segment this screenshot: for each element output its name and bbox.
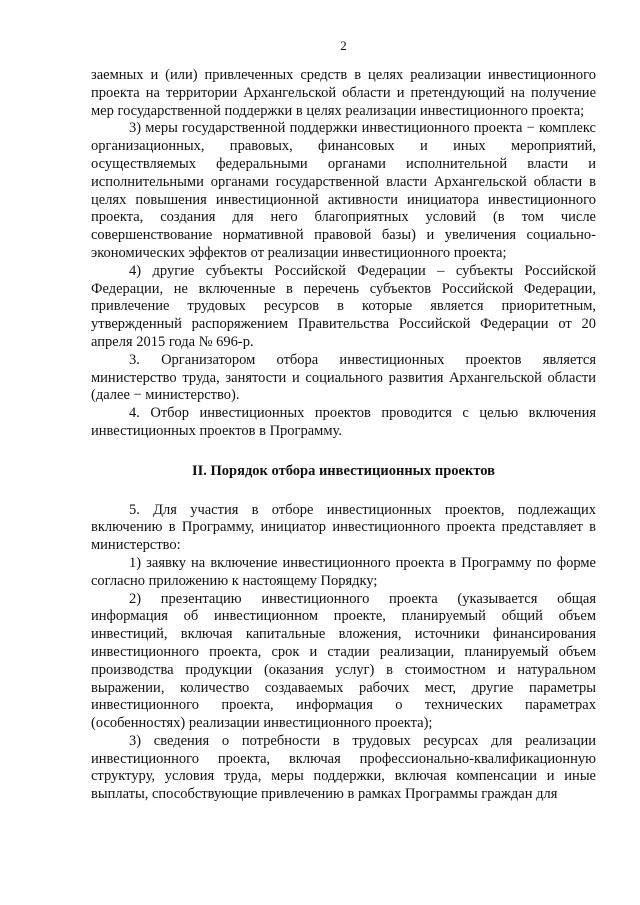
- section-heading: II. Порядок отбора инвестиционных проектов: [191, 462, 495, 479]
- paragraph: 2) презентацию инвестиционного проекта (указывается общая информация об инвестиционном проекте, планируемый общий объем инвестиций, включая капитальные вложения, источники финансирования инвестиционного проекта, срок и стадии реализации, планируемый объем производства продукции (оказания услуг) в стоимостном и натуральном выражении, количество создаваемых рабочих мест, другие параметры инвестиционного проекта, информация о технических параметрах (особенностях) реализации инвестиционного проекта);: [91, 590, 596, 732]
- paragraphs-after: [91, 502, 596, 805]
- paragraph: 3. Организатором отбора инвестиционных проектов является министерство труда, занятости и социального развития Архангельской области (далее − министерство).: [91, 351, 596, 404]
- paragraph: 5. Для участия в отборе инвестиционных проектов, подлежащих включению в Программу, инициатор инвестиционного проекта представляет в министерство:: [91, 501, 596, 554]
- document-body: [91, 67, 596, 804]
- paragraph: 4. Отбор инвестиционных проектов проводится с целью включения инвестиционных проектов в Программу.: [91, 405, 596, 439]
- document-page: [91, 0, 596, 905]
- paragraph: 3) сведения о потребности в трудовых ресурсах для реализации инвестиционного проекта, включая профессионально-квалификационную структуру, условия труда, меры поддержки, включая компенсации и иные выплаты, способствующие привлечению в рамках Программы граждан для: [91, 732, 596, 803]
- paragraph: 3) меры государственной поддержки инвестиционного проекта − комплекс организационных, правовых, финансовых и иных мероприятий, осуществляемых федеральными органами исполнительной власти и исполнительными органами государственной власти Архангельской области в целях повышения инвестиционной активности инициатора инвестиционного проекта, создания для него благоприятных условий (в том числе совершенствование нормативной правовой базы) и увеличения социально-экономических эффектов от реализации инвестиционного проекта;: [91, 120, 596, 261]
- paragraphs-before: [91, 67, 596, 441]
- paragraph: 1) заявку на включение инвестиционного проекта в Программу по форме согласно приложению к настоящему Порядку;: [91, 554, 596, 589]
- paragraph: 4) другие субъекты Российской Федерации – субъекты Российской Федерации, не включенные в перечень субъектов Российской Федерации, привлечение трудовых ресурсов в которые является приоритетным, утвержденный распоряжением Правительства Российской Федерации от 20 апреля 2015 года № 696-р.: [91, 262, 596, 350]
- page-number: 2: [340, 38, 347, 53]
- paragraph: заемных и (или) привлеченных средств в целях реализации инвестиционного проекта на территории Архангельской области и претендующий на получение мер государственной поддержки в целях реализации инвестиционного проекта;: [91, 67, 596, 119]
